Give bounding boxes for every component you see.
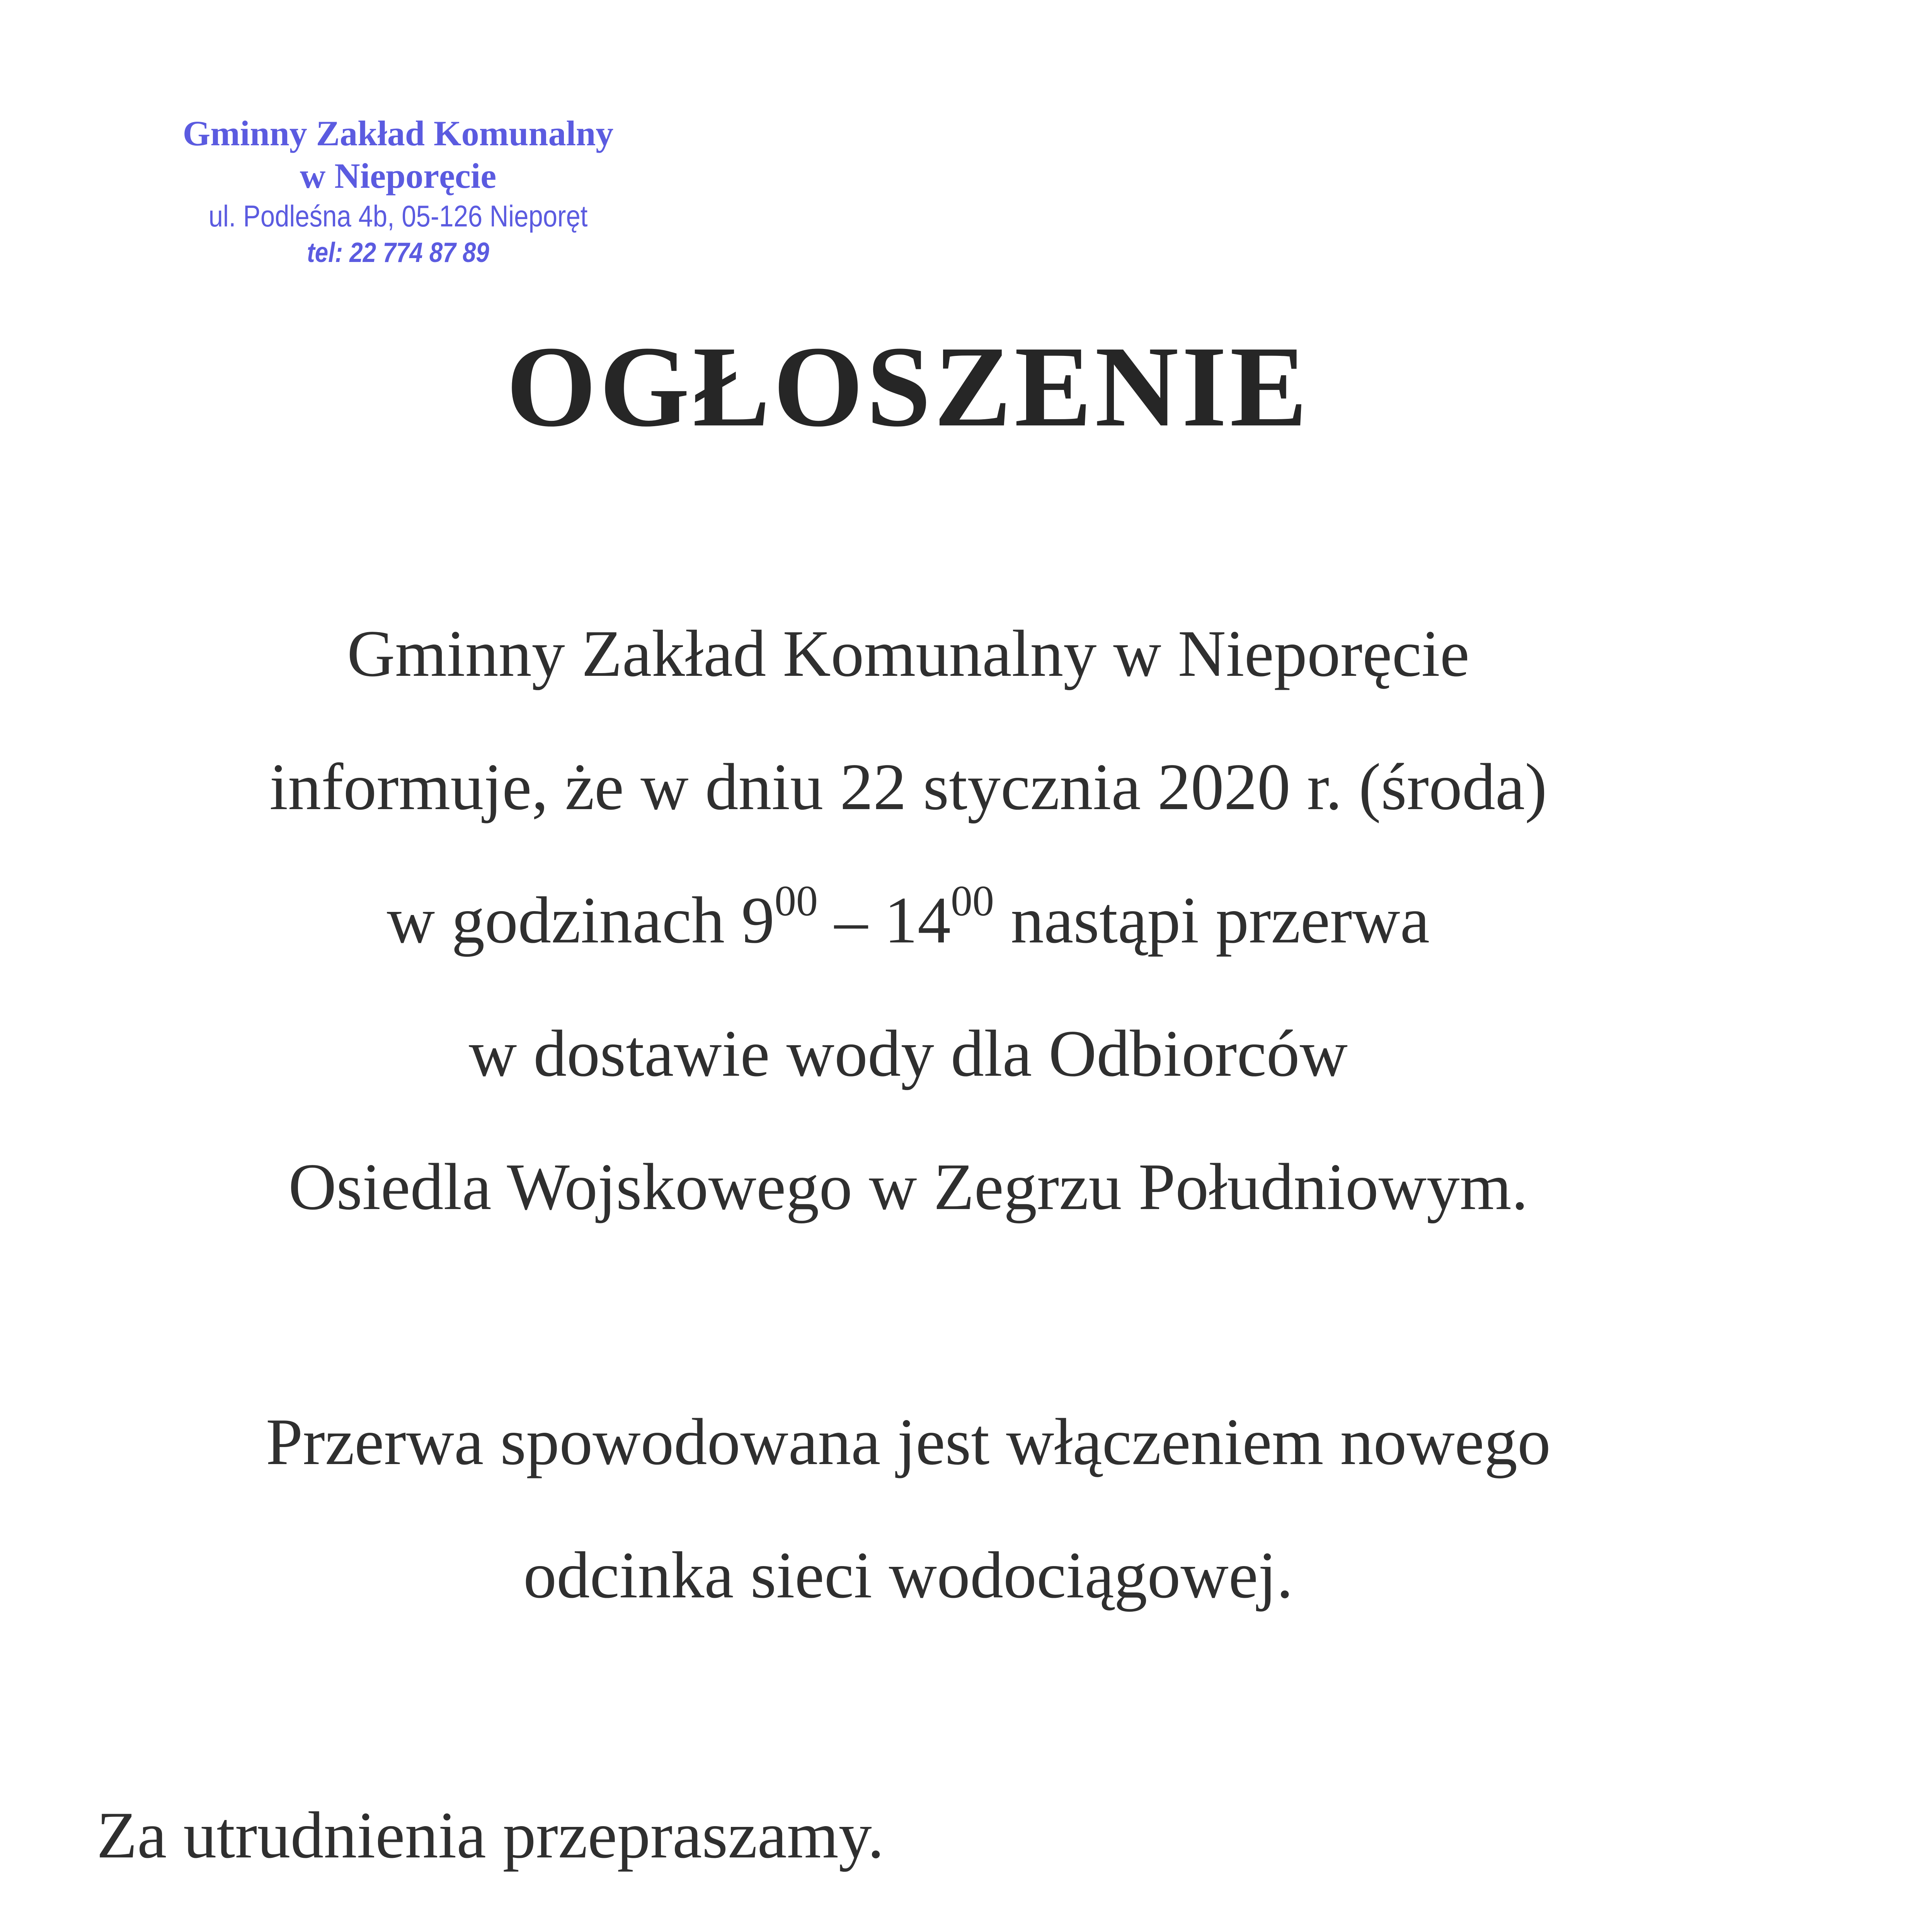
- stamp-company-name: Gminny Zakład Komunalny: [182, 114, 614, 153]
- hours-suffix: nastąpi przerwa: [994, 884, 1430, 957]
- notice-line-1: Gminny Zakład Komunalny w Nieporęcie: [347, 617, 1470, 690]
- notice-line-3: [0, 854, 1817, 987]
- notice-paragraph: [0, 587, 1817, 1254]
- page-title: OGŁOSZENIE: [506, 322, 1311, 451]
- notice-line-2: informuje, że w dniu 22 stycznia 2020 r. (środa): [269, 750, 1547, 824]
- start-minutes: 00: [775, 877, 818, 925]
- company-stamp: [131, 112, 665, 270]
- notice-line-4: w dostawie wody dla Odbiorców: [469, 1017, 1348, 1090]
- hours-dash: – 14: [818, 884, 951, 957]
- end-minutes: 00: [951, 877, 994, 925]
- stamp-address: ul. Podleśna 4b, 05-126 Nieporęt: [208, 199, 588, 233]
- stamp-phone: tel: 22 774 87 89: [307, 237, 489, 268]
- stamp-locality: w Nieporęcie: [300, 156, 497, 196]
- apology-text: Za utrudnienia przepraszamy.: [97, 1799, 884, 1872]
- reason-paragraph: [0, 1376, 1817, 1642]
- reason-line-2: odcinka sieci wodociągowej.: [523, 1539, 1293, 1612]
- notice-line-5: Osiedla Wojskowego w Zegrzu Południowym.: [288, 1150, 1528, 1224]
- reason-line-1: Przerwa spowodowana jest włączeniem nowego: [266, 1405, 1551, 1479]
- hours-prefix: w godzinach 9: [386, 884, 775, 957]
